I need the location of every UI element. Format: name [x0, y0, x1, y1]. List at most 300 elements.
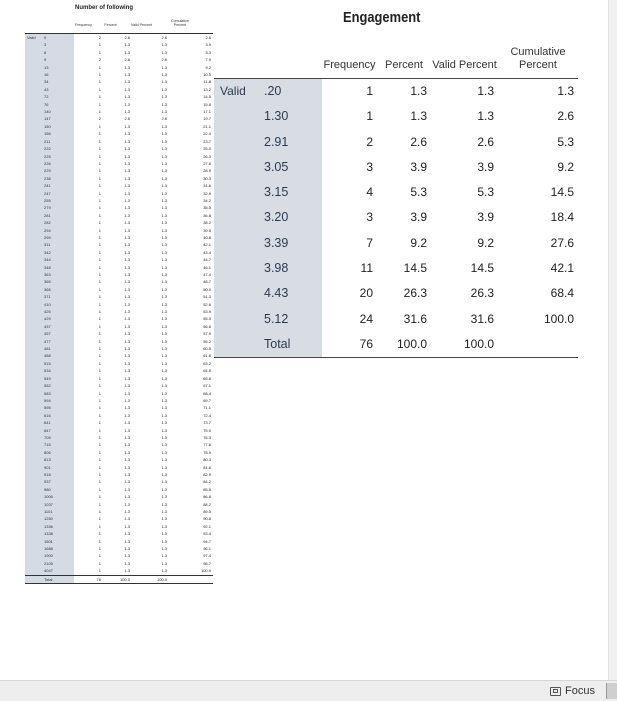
- cell-valid-percent: 1.3: [161, 257, 167, 263]
- table-row: [25, 101, 213, 108]
- row-group-label: [214, 180, 258, 205]
- cell-frequency: 1: [98, 538, 101, 544]
- cell-frequency: 1: [98, 390, 101, 396]
- cell-cumulative-percent: 63.2: [203, 360, 211, 366]
- table-row: [25, 471, 213, 478]
- cell-percent: 1.3: [124, 531, 130, 537]
- total-row: [25, 575, 213, 583]
- row-group-label: [214, 231, 258, 256]
- cell-valid-percent: 1.3: [161, 109, 167, 115]
- cell-cumulative-percent: 5.3: [205, 49, 211, 55]
- cell-percent: 1.3: [124, 94, 130, 100]
- row-group-label: [214, 104, 258, 129]
- row-value-label: 616: [42, 412, 74, 419]
- cell-frequency: 1: [98, 86, 101, 92]
- row-value-label: .20: [258, 79, 322, 105]
- cell-percent: 1.3: [124, 323, 130, 329]
- cell-valid-percent: 1.3: [161, 272, 167, 277]
- cell-cumulative-percent: 61.8: [203, 353, 211, 359]
- row-group-label: [25, 478, 42, 485]
- row-group-label: [25, 464, 42, 471]
- cell-cumulative-percent: 21.1: [203, 123, 211, 129]
- cell-cumulative-percent: 97.4: [203, 553, 211, 559]
- cell-cumulative-percent: 88.2: [203, 501, 211, 507]
- cell-percent: 1.3: [124, 523, 130, 529]
- cell-cumulative-percent: 65.8: [203, 375, 211, 381]
- row-value-label: 225: [42, 153, 74, 160]
- cell-valid-percent: 1.3: [161, 146, 167, 152]
- cell-valid-percent: 1.3: [161, 279, 167, 285]
- row-value-label: 1101: [42, 508, 74, 515]
- row-value-label: 1006: [42, 493, 74, 500]
- cell-percent: 2.6: [124, 57, 130, 63]
- row-group-label: [25, 256, 42, 263]
- row-group-label: [25, 575, 42, 583]
- cell-percent: 1.3: [124, 109, 130, 115]
- row-group-label: [25, 501, 42, 508]
- table-row: [25, 241, 213, 248]
- row-group-label: [25, 212, 42, 219]
- cell-percent: 1.3: [124, 249, 130, 255]
- focus-button[interactable]: [550, 684, 595, 698]
- row-value-label: 255: [42, 197, 74, 204]
- row-group-label: [25, 308, 42, 315]
- cell-frequency: 1: [98, 190, 101, 196]
- page-title: Engagement: [343, 9, 421, 26]
- row-value-label: 425: [42, 308, 74, 315]
- cell-cumulative-percent: 42.1: [203, 242, 211, 248]
- vertical-scrollbar[interactable]: [608, 0, 617, 680]
- table-row: [25, 352, 213, 359]
- cell-percent: 1.3: [124, 72, 130, 78]
- cell-frequency: 1: [98, 79, 101, 85]
- table-row: [25, 419, 213, 426]
- cell-cumulative-percent: 75.0: [203, 427, 211, 433]
- cell-valid-percent: 1.3: [161, 434, 167, 440]
- cell-frequency: 1: [98, 523, 101, 529]
- row-group-label: [25, 123, 42, 130]
- cell-valid-percent: 1.3: [161, 153, 167, 159]
- cell-percent: 1.3: [124, 516, 130, 522]
- row-value-label: 222: [42, 145, 74, 152]
- cell-frequency: 1: [98, 331, 101, 337]
- cell-valid-percent: 1.3: [161, 464, 167, 470]
- cell-valid-percent: 1.3: [161, 405, 167, 411]
- cell-valid-percent: 9.2: [477, 235, 494, 250]
- table-row: [25, 123, 213, 130]
- cell-frequency: 2: [98, 116, 101, 122]
- cell-valid-percent: 1.3: [161, 294, 167, 300]
- row-value-label: 1501: [42, 538, 74, 545]
- cell-frequency: 1: [98, 412, 101, 418]
- cell-frequency: 1: [98, 205, 101, 211]
- cell-frequency: 11: [360, 261, 373, 276]
- row-group-label: [25, 390, 42, 397]
- cell-valid-percent: 1.3: [161, 94, 167, 100]
- row-group-label: [25, 278, 42, 285]
- cell-valid-percent: 1.3: [161, 457, 167, 463]
- row-group-label: [25, 56, 42, 63]
- cell-cumulative-percent: 67.1: [203, 383, 211, 389]
- cell-cumulative-percent: 34.2: [203, 197, 211, 203]
- cell-percent: 1.3: [124, 338, 130, 344]
- cell-percent: 1.3: [124, 257, 130, 263]
- cell-frequency: 1: [98, 346, 101, 352]
- cell-cumulative-percent: 35.5: [203, 205, 211, 211]
- row-value-label: 156: [42, 130, 74, 137]
- row-value-label: 980: [42, 486, 74, 493]
- row-group-label: [25, 375, 42, 382]
- table-row: [25, 390, 213, 397]
- cell-frequency: 1: [98, 383, 101, 389]
- table-row: [214, 256, 578, 281]
- row-group-label: [25, 271, 42, 278]
- row-value-label: 241: [42, 182, 74, 189]
- cell-cumulative-percent: 59.2: [203, 338, 211, 344]
- cell-valid-percent: 1.3: [161, 501, 167, 507]
- row-group-label: [25, 404, 42, 411]
- cell-percent: 1.3: [124, 197, 130, 203]
- total-label: Total: [42, 575, 74, 583]
- cell-frequency: 1: [366, 109, 373, 124]
- cell-frequency: 1: [98, 301, 101, 307]
- cell-percent: 1.3: [124, 101, 130, 107]
- cell-cumulative-percent: 68.4: [550, 286, 574, 301]
- table-row: [25, 93, 213, 100]
- cell-cumulative-percent: 14.5: [550, 185, 574, 200]
- row-group-label: [214, 205, 258, 230]
- row-group-label: [25, 227, 42, 234]
- cell-cumulative-percent: 73.7: [203, 420, 211, 426]
- cell-percent: 1.3: [124, 509, 130, 514]
- cell-cumulative-percent: 42.1: [550, 261, 574, 276]
- row-value-label: 1336: [42, 523, 74, 530]
- cell-cumulative-percent: 3.9: [205, 42, 211, 48]
- cell-percent: 1.3: [124, 457, 130, 463]
- table-row: [25, 397, 213, 404]
- corner-cell: [258, 36, 322, 79]
- cell-frequency: 1: [98, 509, 101, 514]
- cell-percent: 5.3: [410, 185, 427, 200]
- row-group-label: [25, 449, 42, 456]
- cell-cumulative-percent: 48.7: [203, 279, 211, 285]
- cell-cumulative-percent: 84.2: [203, 479, 211, 485]
- row-value-label: 3.20: [258, 205, 322, 230]
- row-value-label: 211: [42, 138, 74, 145]
- status-bar: [0, 680, 617, 701]
- table-row: [25, 167, 213, 174]
- table-row: [25, 190, 213, 197]
- cell-percent: 1.3: [124, 434, 130, 440]
- cell-cumulative-percent: 23.7: [203, 138, 211, 144]
- cell-percent: 1.3: [124, 390, 130, 396]
- cell-cumulative-percent: 43.4: [203, 249, 211, 255]
- table-row: [25, 382, 213, 389]
- small-header-percent: Percent: [104, 23, 117, 27]
- row-value-label: 34: [42, 78, 74, 85]
- row-value-label: 247: [42, 190, 74, 197]
- total-label: Total: [258, 332, 322, 358]
- row-value-label: 3.15: [258, 180, 322, 205]
- row-group-label: [25, 538, 42, 545]
- cell-valid-percent: 1.3: [161, 138, 167, 144]
- row-group-label: [214, 155, 258, 180]
- row-group-label: Valid: [214, 79, 258, 105]
- cell-cumulative-percent: 50.0: [203, 286, 211, 292]
- row-group-label: [25, 560, 42, 567]
- small-table-headers: [25, 18, 213, 32]
- cell-percent: 1.3: [124, 427, 130, 433]
- cell-percent: 2.6: [124, 116, 130, 122]
- row-value-label: 1037: [42, 501, 74, 508]
- cell-valid-percent: 1.3: [161, 523, 167, 529]
- cell-frequency: 1: [98, 168, 101, 174]
- cell-cumulative-percent: 98.7: [203, 560, 211, 566]
- row-value-label: 583: [42, 390, 74, 397]
- cell-frequency: 1: [98, 49, 101, 55]
- row-value-label: 43: [42, 86, 74, 93]
- row-group-label: [25, 86, 42, 93]
- row-group-label: [25, 345, 42, 352]
- cell-percent: 100.0: [377, 332, 431, 358]
- row-group-label: [25, 64, 42, 71]
- cell-frequency: 1: [98, 427, 101, 433]
- corner-cell: [214, 36, 258, 79]
- cell-cumulative-percent: 32.9: [203, 190, 211, 196]
- table-row: [214, 180, 578, 205]
- row-group-label: [25, 130, 42, 137]
- cell-cumulative-percent: 40.8: [203, 234, 211, 240]
- resize-grip[interactable]: [606, 683, 617, 699]
- cell-frequency: 1: [98, 279, 101, 285]
- cell-cumulative-percent: 17.1: [203, 109, 211, 115]
- cell-valid-percent: 1.3: [161, 486, 167, 492]
- cell-cumulative-percent: 82.9: [203, 471, 211, 477]
- table-row: [25, 449, 213, 456]
- cell-valid-percent: 1.3: [161, 397, 167, 403]
- cell-cumulative-percent: 78.9: [203, 449, 211, 455]
- cell-valid-percent: 1.3: [161, 249, 167, 255]
- cell-valid-percent: 1.3: [161, 131, 167, 137]
- cell-valid-percent: 1.3: [161, 353, 167, 359]
- cell-percent: 1.3: [124, 86, 130, 92]
- cell-valid-percent: 1.3: [161, 390, 167, 396]
- cell-valid-percent: 1.3: [161, 420, 167, 426]
- cell-frequency: 1: [98, 138, 101, 144]
- small-header-cumulative-percent: Cumulative Percent: [171, 19, 189, 27]
- header-frequency: Frequency: [323, 59, 376, 71]
- row-group-label: [25, 108, 42, 115]
- table-row: [25, 197, 213, 204]
- row-value-label: 150: [42, 123, 74, 130]
- row-group-label: [214, 332, 258, 358]
- table-row: [25, 508, 213, 515]
- table-row: [25, 427, 213, 434]
- cell-frequency: 1: [98, 546, 101, 552]
- row-value-label: 806: [42, 449, 74, 456]
- table-row: [25, 227, 213, 234]
- cell-percent: 1.3: [124, 360, 130, 366]
- cell-percent: 1.3: [124, 160, 130, 166]
- focus-label: Focus: [565, 685, 595, 697]
- table-row: [25, 478, 213, 485]
- row-value-label: 1.30: [258, 104, 322, 129]
- total-row: [214, 332, 578, 358]
- row-group-label: [25, 182, 42, 189]
- cell-cumulative-percent: 86.8: [203, 494, 211, 500]
- cell-valid-percent: 1.3: [161, 323, 167, 329]
- cell-cumulative-percent: 56.6: [203, 323, 211, 329]
- cell-cumulative-percent: 46.1: [203, 264, 211, 270]
- engagement-frequency-table: [214, 36, 578, 358]
- cell-valid-percent: 1.3: [161, 479, 167, 485]
- cell-cumulative-percent: 47.4: [203, 272, 211, 277]
- cell-percent: 1.3: [124, 471, 130, 477]
- table-row: [25, 345, 213, 352]
- row-value-label: 2105: [42, 560, 74, 567]
- row-group-label: [25, 286, 42, 293]
- cell-valid-percent: 1.3: [161, 538, 167, 544]
- row-group-label: [25, 190, 42, 197]
- cell-frequency: 1: [98, 197, 101, 203]
- table-row: [25, 130, 213, 137]
- table-row: [214, 307, 578, 332]
- cell-frequency: 1: [98, 109, 101, 115]
- cell-percent: 1.3: [124, 190, 130, 196]
- cell-cumulative-percent: 2.6: [557, 109, 574, 124]
- cell-percent: 1.3: [124, 405, 130, 411]
- table-row: [25, 34, 213, 42]
- cell-valid-percent: 14.5: [470, 261, 494, 276]
- cell-valid-percent: 1.3: [161, 531, 167, 537]
- row-group-label: [25, 241, 42, 248]
- row-group-label: [25, 264, 42, 271]
- row-group-label: [25, 197, 42, 204]
- cell-cumulative-percent: 81.6: [203, 464, 211, 470]
- cell-frequency: 3: [366, 159, 373, 174]
- cell-percent: 1.3: [124, 264, 130, 270]
- cell-percent: 1.3: [124, 286, 130, 292]
- cell-valid-percent: 100.0: [431, 332, 498, 358]
- cell-frequency: 1: [98, 249, 101, 255]
- cell-frequency: 1: [98, 516, 101, 522]
- row-group-label: [25, 434, 42, 441]
- cell-valid-percent: 1.3: [161, 331, 167, 337]
- row-group-label: [25, 397, 42, 404]
- row-group-label: [25, 471, 42, 478]
- row-value-label: 3.05: [258, 155, 322, 180]
- row-value-label: 813: [42, 456, 74, 463]
- cell-percent: 1.3: [377, 79, 431, 105]
- cell-cumulative-percent: 25.0: [203, 146, 211, 152]
- row-value-label: 76: [42, 101, 74, 108]
- cell-cumulative-percent: 10.5: [203, 72, 211, 78]
- cell-cumulative-percent: 57.9: [203, 331, 211, 337]
- row-group-label: [25, 93, 42, 100]
- cell-cumulative-percent: 100.0: [543, 311, 574, 326]
- row-value-label: 363: [42, 271, 74, 278]
- table-row: [25, 375, 213, 382]
- cell-valid-percent: 1.3: [161, 316, 167, 322]
- cell-cumulative-percent: 52.6: [203, 301, 211, 307]
- cell-frequency: 1: [98, 257, 101, 263]
- cell-cumulative-percent: 89.5: [203, 509, 211, 514]
- row-value-label: 147: [42, 115, 74, 122]
- table-row: [25, 330, 213, 337]
- cell-valid-percent: 31.6: [470, 311, 494, 326]
- cell-percent: 1.3: [124, 146, 130, 152]
- cell-cumulative-percent: 76.3: [203, 434, 211, 440]
- cell-frequency: 1: [98, 286, 101, 292]
- cell-valid-percent: 1.3: [161, 205, 167, 211]
- row-value-label: 715: [42, 441, 74, 448]
- cell-frequency: 1: [98, 72, 101, 78]
- row-group-label: [25, 71, 42, 78]
- row-value-label: 311: [42, 241, 74, 248]
- row-value-label: 641: [42, 419, 74, 426]
- row-value-label: 366: [42, 286, 74, 293]
- cell-valid-percent: 1.3: [161, 197, 167, 203]
- row-value-label: 901: [42, 464, 74, 471]
- cell-cumulative-percent: 60.5: [203, 346, 211, 352]
- table-row: [214, 104, 578, 129]
- cell-cumulative-percent: 38.2: [203, 220, 211, 226]
- cell-cumulative-percent: 11.8: [203, 79, 211, 85]
- table-row: [25, 153, 213, 160]
- cell-frequency: 1: [98, 360, 101, 366]
- cell-cumulative-percent: 28.9: [203, 168, 211, 174]
- cell-valid-percent: 2.6: [161, 116, 167, 122]
- table-row: [25, 360, 213, 367]
- cell-valid-percent: 1.3: [161, 49, 167, 55]
- cell-percent: 1.3: [124, 486, 130, 492]
- cell-frequency: 20: [359, 286, 373, 301]
- cell-frequency: 2: [98, 57, 101, 63]
- cell-valid-percent: 1.3: [161, 516, 167, 522]
- row-group-label: [25, 427, 42, 434]
- cell-frequency: 1: [98, 123, 101, 129]
- header-cumulative-percent: Cumulative Percent: [510, 46, 566, 71]
- cell-cumulative-percent: 27.6: [550, 235, 574, 250]
- cell-frequency: 24: [359, 311, 373, 326]
- cell-percent: 1.3: [124, 397, 130, 403]
- table-row: [25, 367, 213, 374]
- row-group-label: [25, 530, 42, 537]
- cell-cumulative-percent: 7.9: [205, 57, 211, 63]
- cell-valid-percent: 5.3: [477, 185, 494, 200]
- table-row: [25, 64, 213, 71]
- row-value-label: 705: [42, 434, 74, 441]
- table-row: [25, 249, 213, 256]
- cell-cumulative-percent: 26.3: [203, 153, 211, 159]
- cell-frequency: 1: [98, 294, 101, 300]
- cell-valid-percent: 1.3: [161, 123, 167, 129]
- row-group-label: [214, 130, 258, 155]
- cell-valid-percent: 1.3: [161, 546, 167, 552]
- table-row: [25, 552, 213, 559]
- row-group-label: [25, 508, 42, 515]
- table-row: [25, 530, 213, 537]
- cell-cumulative-percent: 14.5: [203, 94, 211, 100]
- cell-frequency: 1: [98, 220, 101, 226]
- cell-percent: 100.0: [103, 575, 132, 583]
- cell-cumulative-percent: [498, 332, 578, 358]
- row-group-label: [25, 293, 42, 300]
- row-value-label: 348: [42, 264, 74, 271]
- cell-frequency: 1: [98, 486, 101, 492]
- cell-cumulative-percent: 27.6: [203, 160, 211, 166]
- row-value-label: 8: [42, 49, 74, 56]
